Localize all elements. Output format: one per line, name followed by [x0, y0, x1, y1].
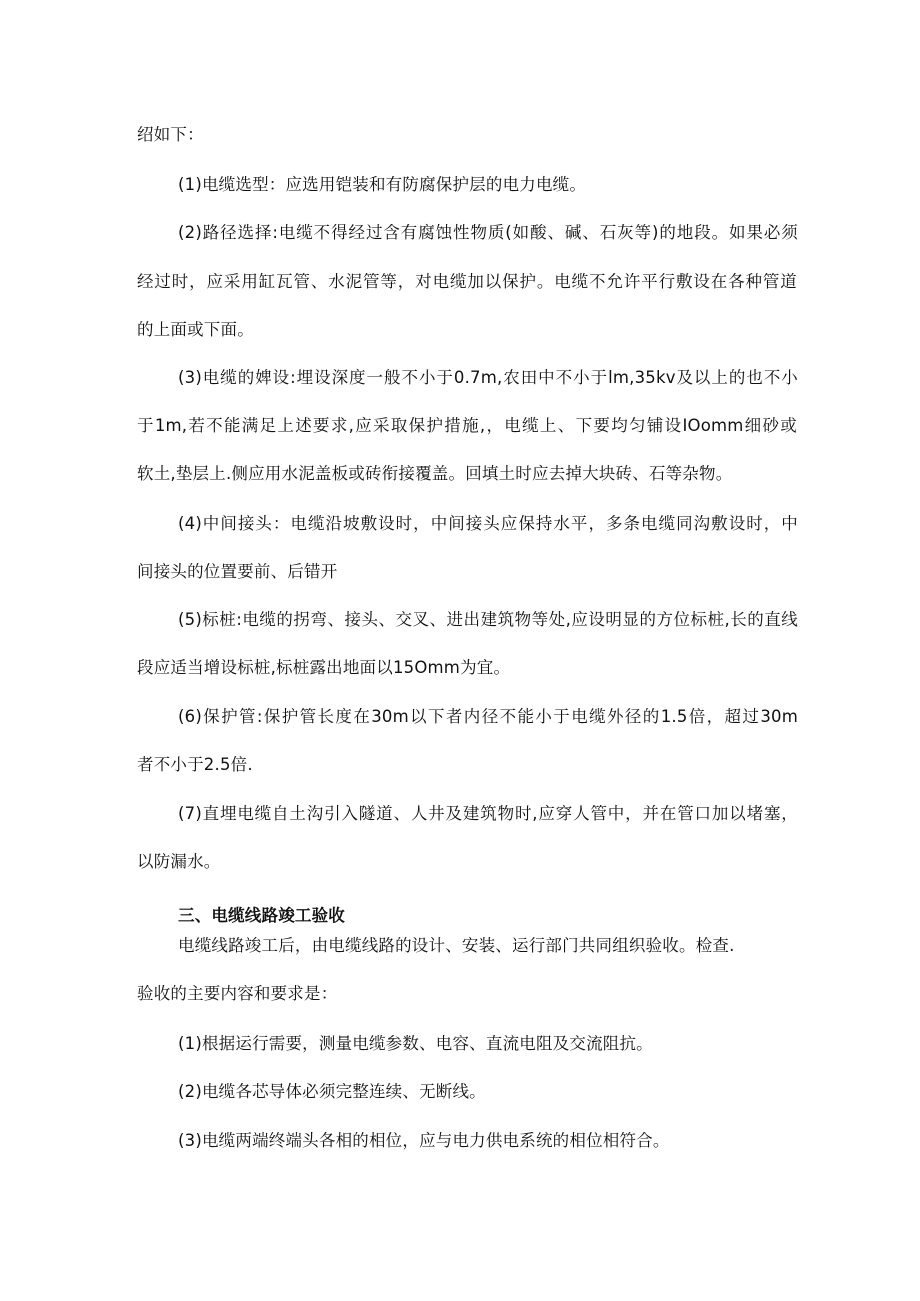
text-line: 绍如下：	[137, 125, 204, 144]
text-line: (2)电缆各芯导体必须完整连续、无断线。	[178, 1082, 486, 1101]
text-line: (3)电缆的婢设:埋设深度一般不小于0.7m,农田中不小于lm,35kv及以上的也不小	[178, 368, 798, 387]
text-line: (5)标桩:电缆的拐弯、接头、交叉、进出建筑物等处,应设明显的方位标桩,长的直线	[178, 610, 798, 629]
text-line: (4)中间接头：电缆沿坡敷设时，中间接头应保持水平，多条电缆同沟敷设时，中	[178, 514, 798, 533]
text-line: (7)直埋电缆自土沟引入隧道、人井及建筑物时,应穿人管中，并在管口加以堵塞，	[178, 804, 798, 823]
text-line: 软土,垫层上.侧应用水泥盖板或砖衔接覆盖。回填土时应去掉大块砖、石等杂物。	[137, 464, 733, 483]
text-line: 段应适当增设标桩,标桩露出地面以15Omm为宜。	[137, 658, 511, 677]
text-line: (2)路径选择:电缆不得经过含有腐蚀性物质(如酸、碱、石灰等)的地段。如果必须	[178, 223, 798, 242]
text-line: (3)电缆两端终端头各相的相位，应与电力供电系统的相位相符合。	[178, 1131, 670, 1150]
text-line: 间接头的位置要前、后错开	[137, 562, 338, 581]
text-line: 者不小于2.5倍.	[137, 755, 253, 774]
text-line: 验收的主要内容和要求是：	[137, 984, 338, 1003]
text-line: 经过时，应采用缸瓦管、水泥管等，对电缆加以保护。电缆不允许平行敷设在各种管道	[137, 272, 797, 291]
text-line: 电缆线路竣工后，由电缆线路的设计、安装、运行部门共同组织验收。检查.	[178, 936, 735, 955]
text-line: 于1m,若不能满足上述要求,应采取保护措施,，电缆上、下要均匀铺设IOomm细砂或	[137, 416, 797, 435]
section-heading: 三、电缆线路竣工验收	[178, 906, 345, 925]
text-line: 的上面或下面。	[137, 320, 254, 339]
text-line: 以防漏水。	[137, 852, 221, 871]
text-line: (1)电缆选型：应选用铠装和有防腐保护层的电力电缆。	[178, 175, 587, 194]
text-line: (1)根据运行需要，测量电缆参数、电容、直流电阻及交流阻抗。	[178, 1034, 653, 1053]
text-line: (6)保护管:保护管长度在30m以下者内径不能小于电缆外径的1.5倍，超过30m	[178, 707, 798, 726]
